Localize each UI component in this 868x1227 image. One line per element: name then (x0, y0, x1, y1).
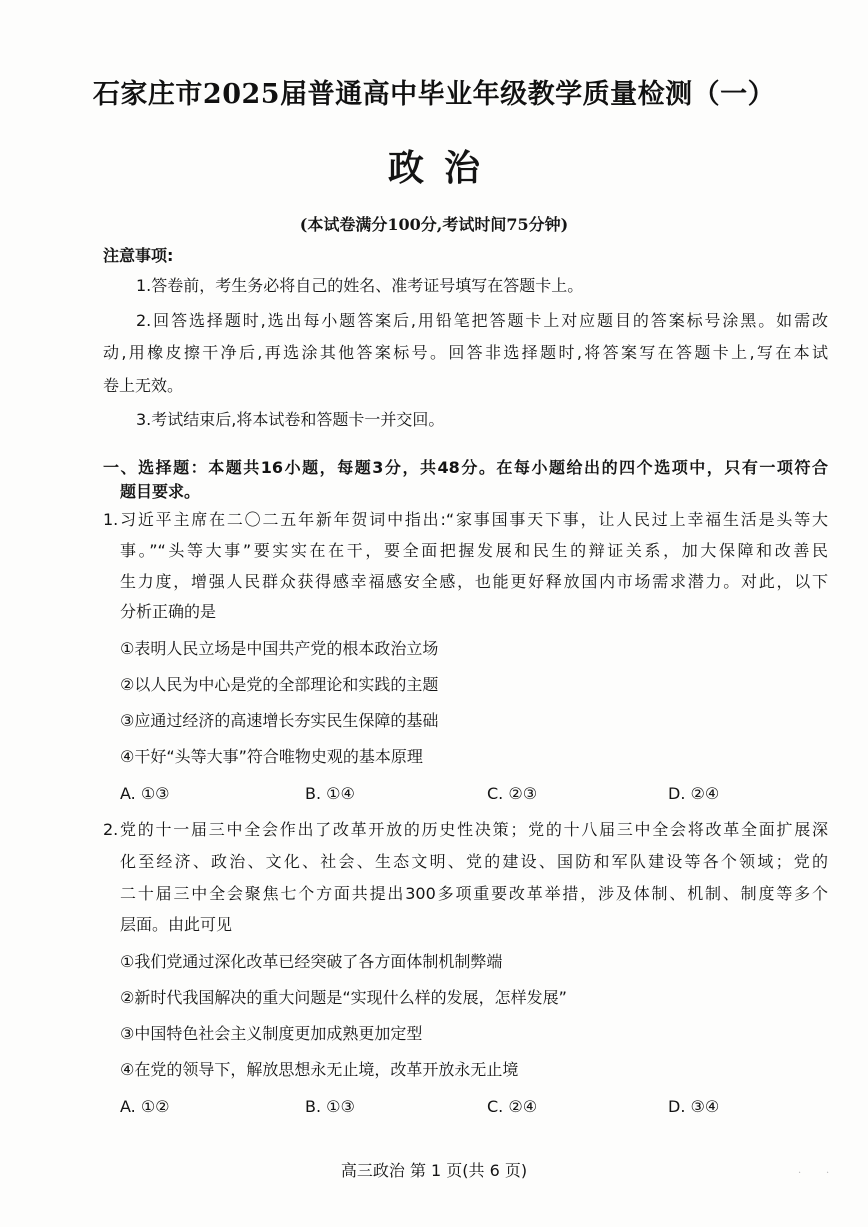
q2-option-a: A. ①② (120, 1097, 170, 1116)
page-footer: 高三政治 第 1 页(共 6 页) (340, 1161, 528, 1180)
q2-statement-4: ④在党的领导下，解放思想永无止境，改革开放永无止境 (120, 1060, 519, 1079)
exam-info: (本试卷满分100分,考试时间75分钟) (299, 215, 569, 234)
q1-option-b: B. ①④ (305, 784, 355, 803)
q2-stem-line-4: 层面。由此可见 (120, 915, 233, 934)
q1-option-c: C. ②③ (487, 784, 538, 803)
q1-stem-line-4: 分析正确的是 (120, 602, 217, 621)
scan-mark: · (798, 1168, 802, 1179)
q1-stem-line-2: 事。”“头等大事”要实实在在干，要全面把握发展和民生的辩证关系，加大保障和改善民 (120, 541, 828, 560)
q2-statement-3: ③中国特色社会主义制度更加成熟更加定型 (120, 1024, 423, 1043)
notes-heading: 注意事项: (103, 246, 174, 265)
q2-stem-line-1: 2.党的十一届三中全会作出了改革开放的历史性决策；党的十八届三中全会将改革全面扩展深 (103, 820, 828, 839)
notes-item-2-line-3: 卷上无效。 (103, 376, 184, 395)
section-1-heading-line-1: 一、选择题：本题共16小题，每题3分，共48分。在每小题给出的四个选项中，只有一项符合 (103, 458, 828, 477)
notes-item-3: 3.考试结束后,将本试卷和答题卡一并交回。 (136, 410, 445, 429)
q2-option-b: B. ①③ (305, 1097, 355, 1116)
q2-option-d: D. ③④ (668, 1097, 720, 1116)
q1-statement-2: ②以人民为中心是党的全部理论和实践的主题 (120, 675, 439, 694)
notes-item-2-line-1: 2.回答选择题时,选出每小题答案后,用铅笔把答题卡上对应题目的答案标号涂黑。如需改 (136, 311, 828, 330)
section-1-heading-line-2: 题目要求。 (120, 482, 201, 501)
notes-item-2-line-2: 动,用橡皮擦干净后,再选涂其他答案标号。回答非选择题时,将答案写在答题卡上,写在本试 (103, 343, 828, 362)
q2-statement-2: ②新时代我国解决的重大问题是“实现什么样的发展，怎样发展” (120, 988, 567, 1007)
q1-option-d: D. ②④ (668, 784, 720, 803)
q2-stem-line-2: 化至经济、政治、文化、社会、生态文明、党的建设、国防和军队建设等各个领域；党的 (120, 852, 828, 871)
q1-statement-1: ①表明人民立场是中国共产党的根本政治立场 (120, 639, 439, 658)
q2-statement-1: ①我们党通过深化改革已经突破了各方面体制机制弊端 (120, 952, 503, 971)
q1-stem-line-3: 生力度，增强人民群众获得感幸福感安全感，也能更好释放国内市场需求潜力。对此，以下 (120, 572, 828, 591)
q2-option-c: C. ②④ (487, 1097, 538, 1116)
notes-item-1: 1.答卷前，考生务必将自己的姓名、准考证号填写在答题卡上。 (136, 276, 584, 295)
scan-mark: · (826, 1168, 830, 1179)
q1-stem-line-1: 1.习近平主席在二〇二五年新年贺词中指出:“家事国事天下事，让人民过上幸福生活是头等大 (103, 510, 828, 529)
exam-title: 石家庄市2025届普通高中毕业年级教学质量检测（一） (92, 79, 776, 110)
q1-statement-3: ③应通过经济的高速增长夯实民生保障的基础 (120, 711, 439, 730)
q1-option-a: A. ①③ (120, 784, 170, 803)
q1-statement-4: ④干好“头等大事”符合唯物史观的基本原理 (120, 747, 423, 766)
subject-title: 政治 (387, 147, 500, 189)
q2-stem-line-3: 二十届三中全会聚焦七个方面共提出300多项重要改革举措，涉及体制、机制、制度等多个 (120, 884, 828, 903)
